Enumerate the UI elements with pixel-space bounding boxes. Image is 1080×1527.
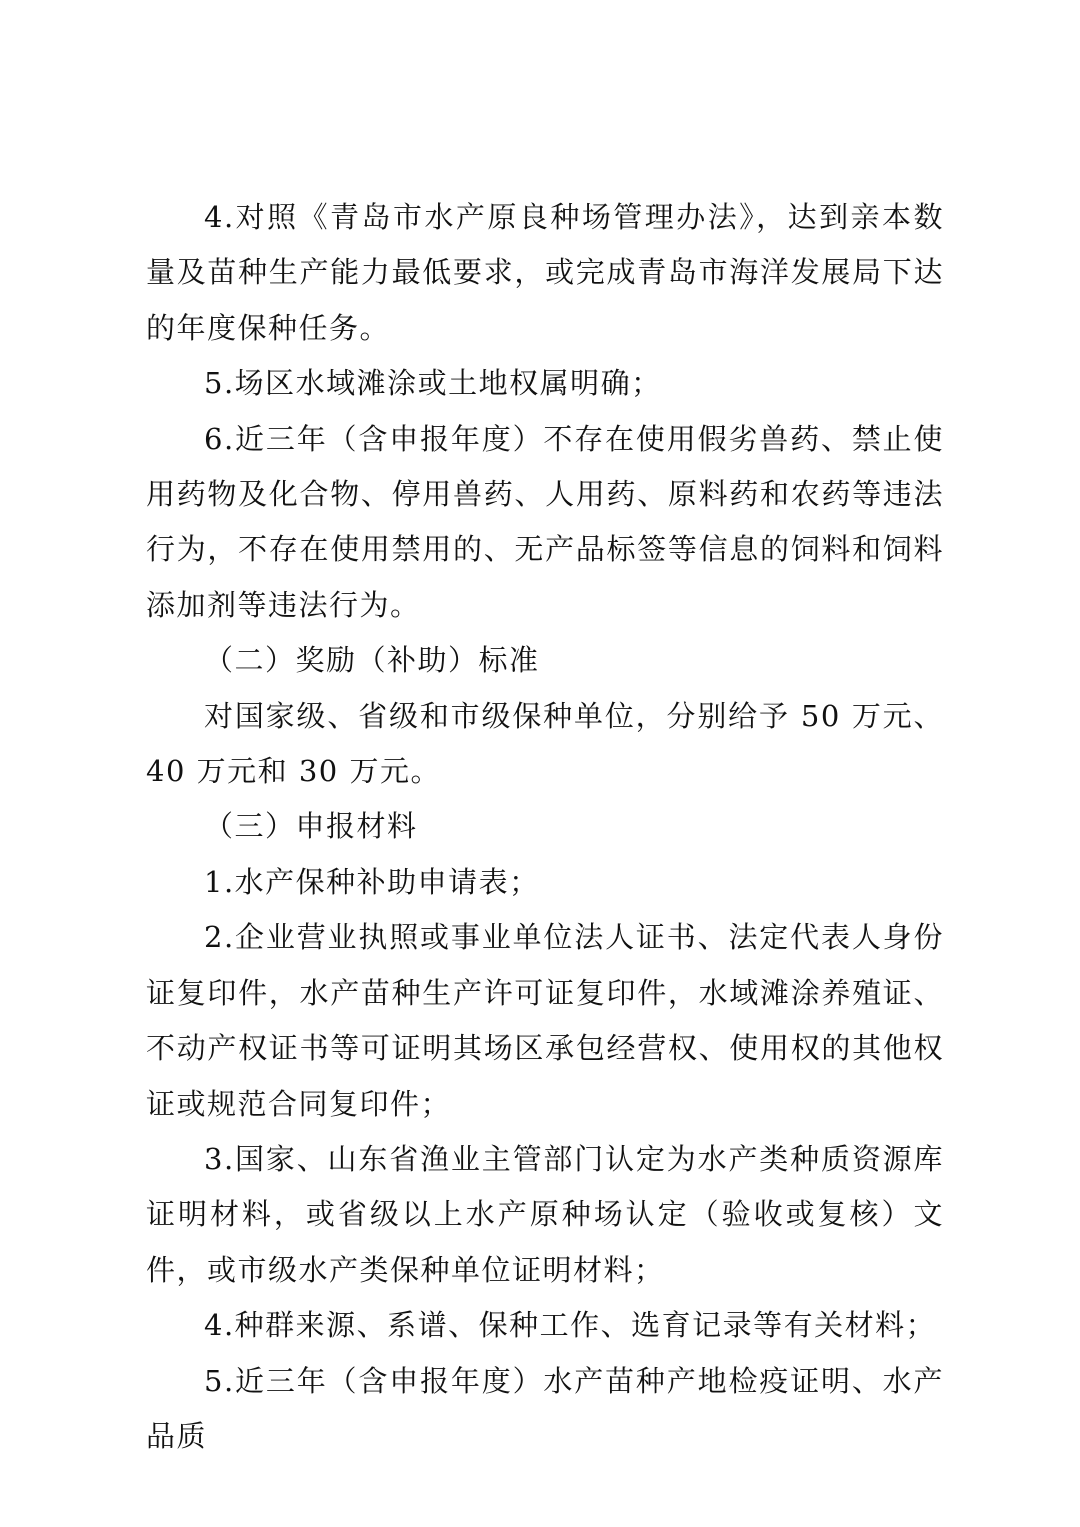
section-heading-application-materials: （三）申报材料 [204,809,418,844]
paragraph-reward-amounts: 对国家级、省级和市级保种单位，分别给予 50 万元、40 万元和 30 万元。 [146,698,944,789]
section-heading-reward-standard: （二）奖励（补助）标准 [204,643,540,678]
paragraph-material-5-quarantine: 5.近三年（含申报年度）水产苗种产地检疫证明、水产品质 [146,1363,944,1453]
paragraph-item-6-no-violations: 6.近三年（含申报年度）不存在使用假劣兽药、禁止使用药物及化合物、停用兽药、人用药、原料药和农药等违法行为，不存在使用禁用的、无产品标签等信息的饲料和饲料添加剂等违法行为。 [146,421,944,622]
paragraph-item-5-land-rights: 5.场区水域滩涂或土地权属明确； [204,366,662,401]
paragraph-material-4-records: 4.种群来源、系谱、保种工作、选育记录等有关材料； [204,1308,937,1343]
paragraph-material-3-certification: 3.国家、山东省渔业主管部门认定为水产类种质资源库证明材料，或省级以上水产原种场认定（验收或复核）文件，或市级水产类保种单位证明材料； [146,1141,944,1287]
paragraph-item-4-breeding-requirements: 4.对照《青岛市水产原良种场管理办法》，达到亲本数量及苗种生产能力最低要求，或完成青岛市海洋发展局下达的年度保种任务。 [146,200,944,345]
paragraph-material-1-application-form: 1.水产保种补助申请表； [204,864,540,899]
paragraph-material-2-licenses: 2.企业营业执照或事业单位法人证书、法定代表人身份证复印件，水产苗种生产许可证复印件，水域滩涂养殖证、不动产权证书等可证明其场区承包经营权、使用权的其他权证或规范合同复印件； [146,920,944,1121]
document-body [146,190,944,1464]
